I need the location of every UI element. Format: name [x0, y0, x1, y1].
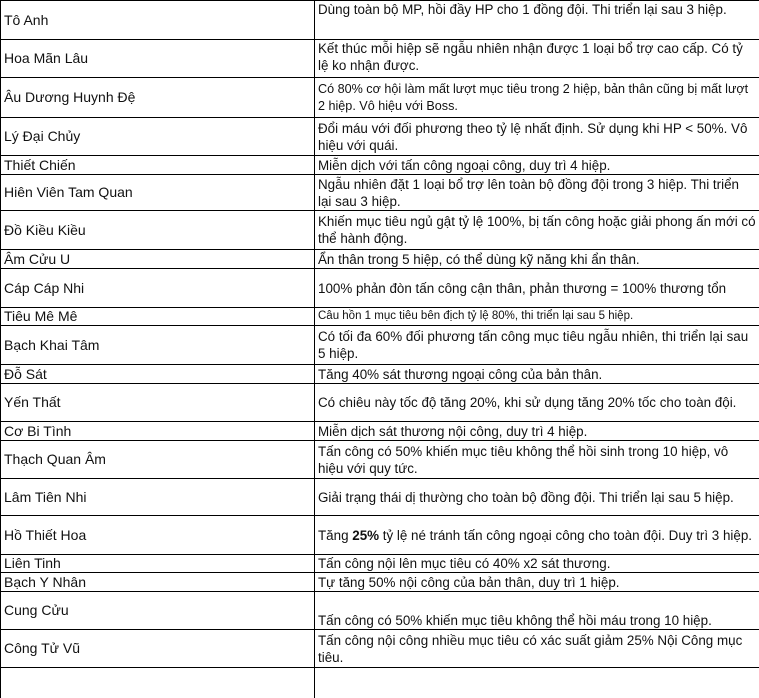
empty-cell	[1, 668, 315, 698]
skill-description: Miễn dịch sát thương nội công, duy trì 4 hiệp.	[315, 422, 759, 441]
character-name: Âm Cửu U	[1, 250, 315, 269]
character-name: Bạch Khai Tâm	[1, 326, 315, 365]
skill-description: Có tối đa 60% đối phương tấn công mục tiêu ngẫu nhiên, thi triển lại sau 5 hiệp.	[315, 326, 759, 365]
character-name: Công Tử Vũ	[1, 630, 315, 668]
character-name: Âu Dương Huynh Đệ	[1, 78, 315, 118]
table-row	[1, 156, 759, 175]
skill-description: Giải trạng thái dị thường cho toàn bộ đồng đội. Thi triển lại sau 5 hiệp.	[315, 479, 759, 516]
skill-description: Khiến mục tiêu ngủ gật tỷ lệ 100%, bị tấn công hoặc giải phong ấn mới có thể hành động.	[315, 211, 759, 250]
skill-description: Tự tăng 50% nội công của bản thân, duy trì 1 hiệp.	[315, 573, 759, 592]
table-row	[1, 1, 759, 40]
skill-description: Tấn công có 50% khiến mục tiêu không thể hồi sinh trong 10 hiệp, vô hiệu với quy tức.	[315, 441, 759, 479]
table-row	[1, 573, 759, 592]
table-row	[1, 175, 759, 211]
table-row	[1, 630, 759, 668]
skill-description: Tấn công có 50% khiến mục tiêu không thể hồi máu trong 10 hiệp.	[315, 592, 759, 630]
character-name: Yến Thất	[1, 384, 315, 422]
table-row	[1, 269, 759, 308]
skill-description: 100% phản đòn tấn công cận thân, phản thương = 100% thương tổn	[315, 269, 759, 308]
table-row	[1, 250, 759, 269]
table-row	[1, 326, 759, 365]
skill-description: Tấn công nội lên mục tiêu có 40% x2 sát thương.	[315, 555, 759, 573]
table-row	[1, 479, 759, 516]
table-row	[1, 384, 759, 422]
table-row	[1, 40, 759, 78]
skill-description: Tấn công nội công nhiều mục tiêu có xác suất giảm 25% Nội Công mục tiêu.	[315, 630, 759, 668]
character-name: Liên Tinh	[1, 555, 315, 573]
character-name: Cáp Cáp Nhi	[1, 269, 315, 308]
character-name: Tiêu Mê Mê	[1, 308, 315, 326]
character-name: Lý Đại Chủy	[1, 118, 315, 156]
skill-description: Đổi máu với đối phương theo tỷ lệ nhất định. Sử dụng khi HP < 50%. Vô hiệu với quái.	[315, 118, 759, 156]
skill-description: Ẩn thân trong 5 hiệp, có thể dùng kỹ năng khi ẩn thân.	[315, 250, 759, 269]
character-name: Hồ Thiết Hoa	[1, 516, 315, 555]
table-row	[1, 555, 759, 573]
character-name: Đồ Kiều Kiều	[1, 211, 315, 250]
table-row	[1, 78, 759, 118]
table-row	[1, 422, 759, 441]
table-row	[1, 211, 759, 250]
character-name: Thiết Chiến	[1, 156, 315, 175]
table-row-cut-off	[1, 668, 759, 698]
character-name: Bạch Y Nhân	[1, 573, 315, 592]
table-row	[1, 516, 759, 555]
character-name: Tô Anh	[1, 1, 315, 40]
character-name: Cơ Bi Tình	[1, 422, 315, 441]
skill-description: Tăng 40% sát thương ngoại công của bản thân.	[315, 365, 759, 384]
character-name: Cung Cửu	[1, 592, 315, 630]
table-row	[1, 118, 759, 156]
skill-description: Ngẫu nhiên đặt 1 loại bổ trợ lên toàn bộ đồng đội trong 3 hiệp. Thi triển lại sau 3 hiệp.	[315, 175, 759, 211]
percent-value: 25%	[352, 528, 379, 543]
skill-description: Có 80% cơ hội làm mất lượt mục tiêu trong 2 hiệp, bản thân cũng bị mất lượt 2 hiệp. Vô hiệu với Boss.	[315, 78, 759, 118]
skill-description: Dùng toàn bộ MP, hồi đầy HP cho 1 đồng đội. Thi triển lại sau 3 hiệp.	[315, 1, 759, 40]
table-row	[1, 592, 759, 630]
table-row	[1, 441, 759, 479]
empty-cell	[315, 668, 759, 698]
skill-description: Miễn dịch với tấn công ngoại công, duy trì 4 hiệp.	[315, 156, 759, 175]
character-name: Hiên Viên Tam Quan	[1, 175, 315, 211]
table-row	[1, 365, 759, 384]
character-name: Hoa Mãn Lâu	[1, 40, 315, 78]
character-name: Đỗ Sát	[1, 365, 315, 384]
skill-description: Kết thúc mỗi hiệp sẽ ngẫu nhiên nhận được 1 loại bổ trợ cao cấp. Có tỷ lệ ko nhận được.	[315, 40, 759, 78]
character-name: Thạch Quan Âm	[1, 441, 315, 479]
skill-description: Tăng 25% tỷ lệ né tránh tấn công ngoại công cho toàn đội. Duy trì 3 hiệp.	[315, 516, 759, 555]
skill-description: Có chiêu này tốc độ tăng 20%, khi sử dụng tăng 20% tốc cho toàn đội.	[315, 384, 759, 422]
skill-description: Câu hồn 1 mục tiêu bên địch tỷ lệ 80%, thi triển lại sau 5 hiệp.	[315, 308, 759, 326]
table-row	[1, 308, 759, 326]
character-name: Lâm Tiên Nhi	[1, 479, 315, 516]
